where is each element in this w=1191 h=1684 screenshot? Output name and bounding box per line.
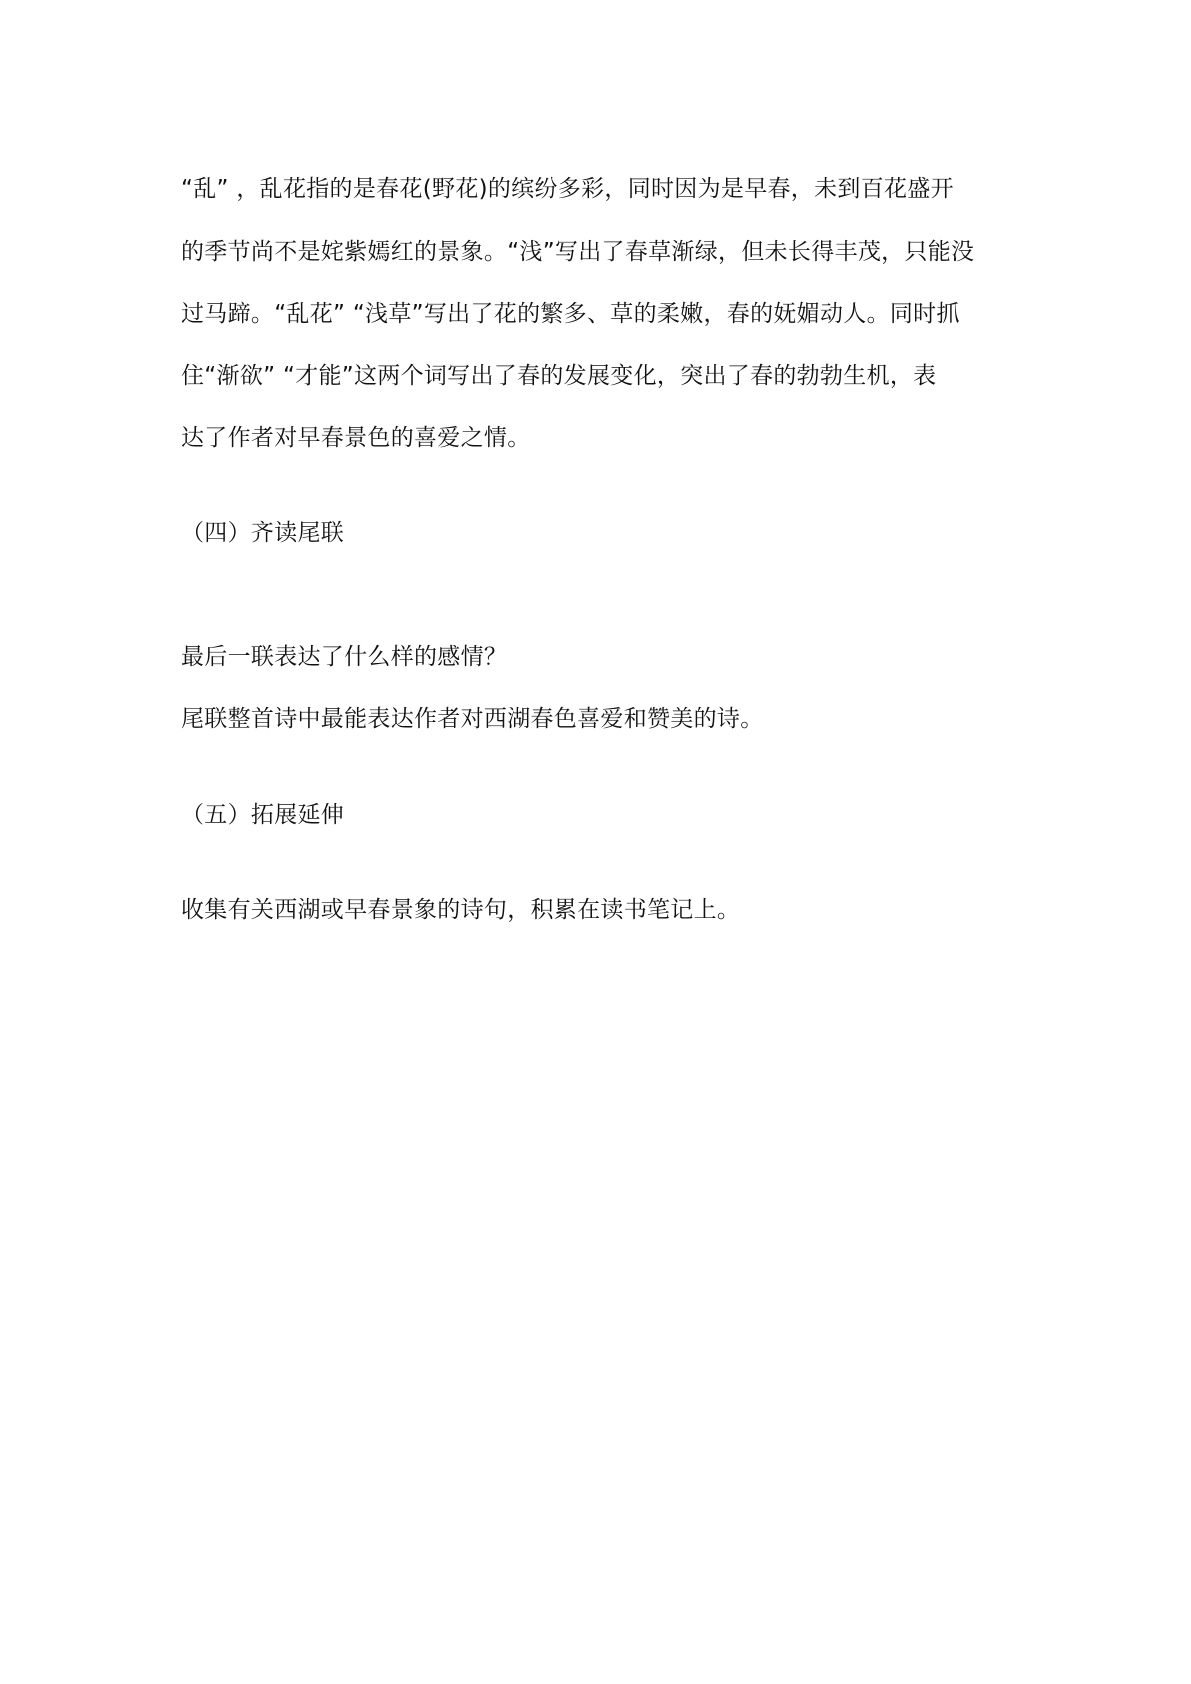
section-4-answer: 尾联整首诗中最能表达作者对西湖春色喜爱和赞美的诗。 xyxy=(181,706,764,732)
paragraph-line-5: 达了作者对早春景色的喜爱之情。 xyxy=(181,425,531,451)
section-5-text: 收集有关西湖或早春景象的诗句，积累在读书笔记上。 xyxy=(181,897,741,923)
paragraph-line-1: “乱” ，乱花指的是春花(野花)的缤纷多彩，同时因为是早春，未到百花盛开 xyxy=(181,176,954,202)
section-5-heading: （五）拓展延伸 xyxy=(181,802,345,828)
paragraph-line-3: 过马蹄。“乱花” “浅草”写出了花的繁多、草的柔嫩，春的妩媚动人。同时抓 xyxy=(181,301,960,327)
section-4-heading: （四）齐读尾联 xyxy=(181,520,345,546)
section-4-question: 最后一联表达了什么样的感情？ xyxy=(181,644,508,670)
paragraph-line-4: 住“渐欲” “才能”这两个词写出了春的发展变化，突出了春的勃勃生机，表 xyxy=(181,363,937,389)
paragraph-line-2: 的季节尚不是姹紫嫣红的景象。“浅”写出了春草渐绿，但未长得丰茂，只能没 xyxy=(181,239,975,265)
